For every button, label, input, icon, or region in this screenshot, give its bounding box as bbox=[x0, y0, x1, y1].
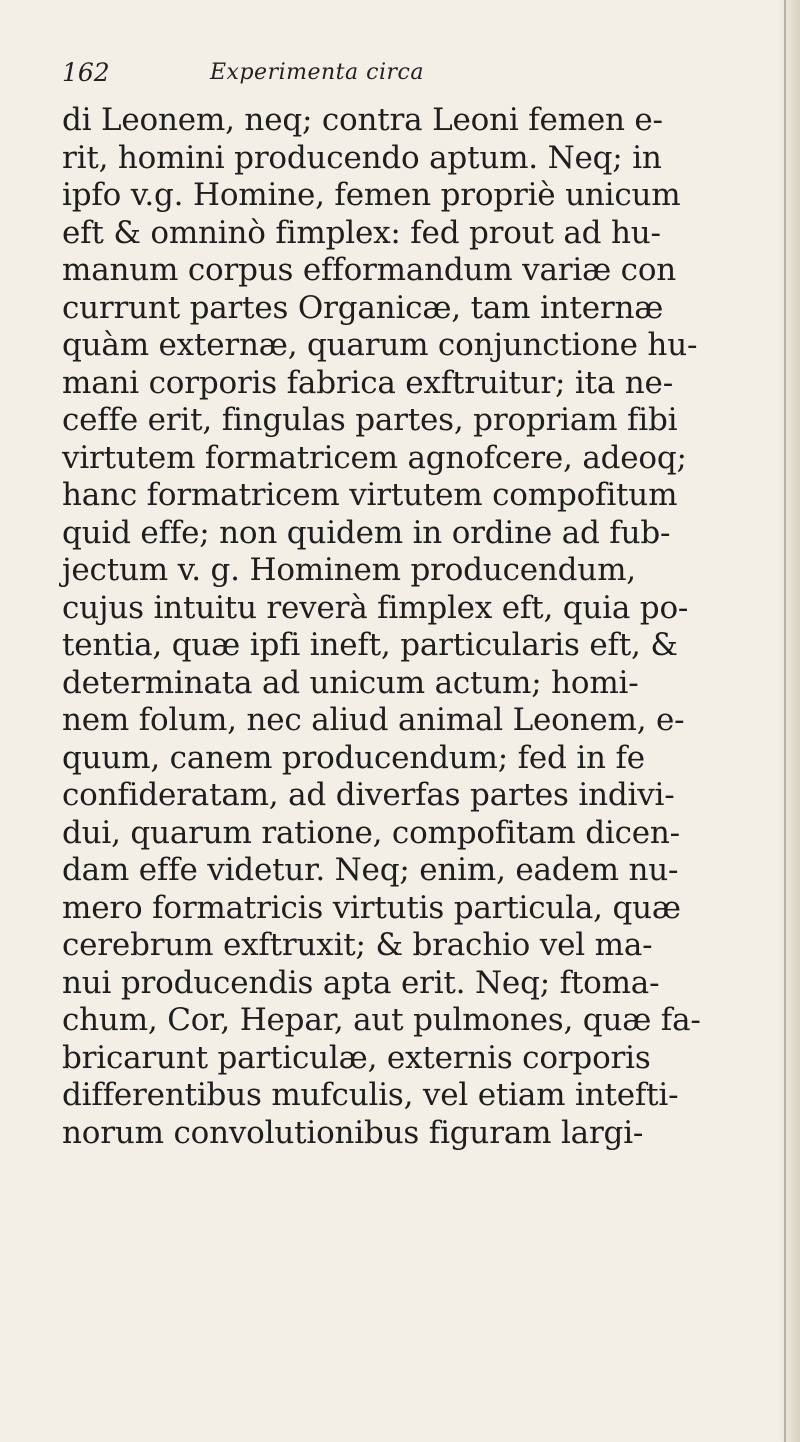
text-line: ceffe erit, fingulas partes, propriam fibi bbox=[62, 402, 678, 438]
text-line: chum, Cor, Hepar, aut pulmones, quæ fa- bbox=[62, 1002, 701, 1038]
text-line: norum convolutionibus figuram largi- bbox=[62, 1114, 644, 1151]
text-line: di Leonem, neq; contra Leoni femen e- bbox=[62, 102, 663, 138]
page-gutter bbox=[778, 0, 800, 1442]
page-edge bbox=[784, 0, 786, 1442]
text-line: currunt partes Organicæ, tam internæ bbox=[62, 289, 664, 326]
text-line: rit, homini producendo aptum. Neq; in bbox=[62, 139, 662, 176]
running-head bbox=[62, 58, 722, 98]
text-line: dui, quarum ratione, compofitam dicen- bbox=[62, 814, 680, 851]
text-line: mero formatricis virtutis particula, quæ bbox=[62, 889, 681, 926]
body-text bbox=[62, 102, 762, 1152]
text-line: jectum v. g. Hominem producendum, bbox=[62, 552, 636, 588]
text-line: differentibus mufculis, vel etiam intefti- bbox=[62, 1077, 679, 1113]
text-line: hanc formatricem virtutem compofitum bbox=[62, 477, 678, 513]
text-line: determinata ad unicum actum; homi- bbox=[62, 664, 639, 701]
text-line: tentia, quæ ipfi ineft, particularis eft, & bbox=[62, 627, 678, 663]
text-line: eft & omninò fimplex: fed prout ad hu- bbox=[62, 214, 661, 251]
text-line: quid effe; non quidem in ordine ad fub- bbox=[62, 514, 671, 551]
page-number: 162 bbox=[62, 58, 110, 87]
text-line: confideratam, ad diverfas partes indivi- bbox=[62, 777, 675, 813]
running-title: Experimenta circa bbox=[210, 60, 424, 85]
text-line: manum corpus efformandum variæ con bbox=[62, 252, 677, 288]
text-line: cujus intuitu reverà fimplex eft, quia po- bbox=[62, 589, 689, 626]
text-line: bricarunt particulæ, externis corporis bbox=[62, 1039, 651, 1076]
text-line: quum, canem producendum; fed in fe bbox=[62, 739, 645, 776]
text-line: virtutem formatricem agnofcere, adeoq; bbox=[62, 439, 687, 476]
text-line: quàm externæ, quarum conjunctione hu- bbox=[62, 327, 698, 363]
text-line: mani corporis fabrica exftruitur; ita ne- bbox=[62, 364, 673, 401]
text-line: cerebrum exftruxit; & brachio vel ma- bbox=[62, 927, 653, 963]
text-line: nui producendis apta erit. Neq; ftoma- bbox=[62, 964, 660, 1001]
text-line: ipfo v.g. Homine, femen propriè unicum bbox=[62, 177, 681, 213]
text-line: nem folum, nec aliud animal Leonem, e- bbox=[62, 702, 685, 738]
text-line: dam effe videtur. Neq; enim, eadem nu- bbox=[62, 852, 679, 888]
